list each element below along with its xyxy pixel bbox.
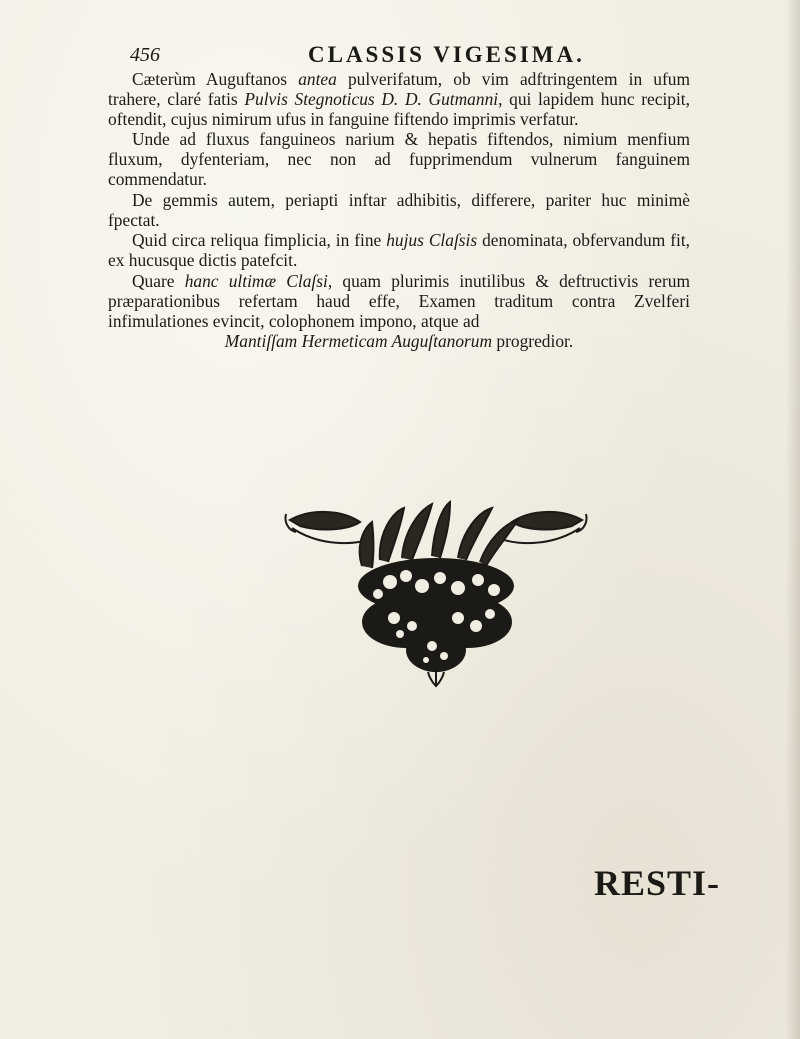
- page-header: [130, 42, 690, 72]
- text-segment: , qui lapidem hunc recipit, oftendit, cujus nimirum ufus in fanguine fiftendo imprimis verfatur.: [108, 88, 690, 129]
- italic-segment: hanc ultimæ Claſsi: [184, 270, 328, 291]
- text-segment: denominata, obfervandum fit, ex hucusque dictis patefcit.: [108, 230, 691, 271]
- text-segment: Quid circa reliqua fimplicia, in fine: [132, 230, 387, 251]
- paragraph: [108, 231, 690, 271]
- text-segment: Quare: [132, 270, 185, 291]
- page-number: 456: [130, 44, 160, 66]
- text-segment: progredior.: [492, 331, 574, 352]
- text-segment: Cæterùm Auguftanos: [132, 69, 299, 89]
- text-segment: pulverifatum, ob vim adftringentem in ufum trahere, claré fatis: [108, 69, 690, 109]
- paragraph: [108, 130, 690, 189]
- page-edge-shadow: [786, 0, 800, 1039]
- italic-segment: Mantiſſam Hermeticam Auguſtanorum: [224, 331, 493, 352]
- fruit-basket-vignette-icon: [282, 500, 590, 688]
- italic-segment: hujus Claſsis: [386, 230, 478, 251]
- paragraph: [108, 191, 690, 231]
- italic-segment: antea: [298, 69, 337, 89]
- paragraph: [108, 272, 690, 331]
- running-title: CLASSIS VIGESIMA.: [308, 42, 585, 67]
- paragraph: [108, 332, 690, 352]
- text-segment: De gemmis autem, periapti inftar adhibitis, differere, pariter huc minimè fpectat.: [108, 189, 690, 230]
- paragraph: [108, 70, 690, 129]
- text-segment: , quam plurimis inutilibus & deftructivis rerum præparationibus refertam haud effe, Examen traditum contra Zvelferi infimulationes evincit, colophonem impono, atque ad: [108, 270, 690, 331]
- text-segment: Unde ad fluxus fanguineos narium & hepatis fiftendos, nimium menfium fluxum, dyfenteriam, nec non ad fupprimendum vulnerum fanguinem commendatur.: [108, 129, 690, 189]
- italic-segment: Pulvis Stegnoticus D. D. Gutmanni: [244, 88, 499, 109]
- body-text: [108, 70, 690, 352]
- catchword: RESTI-: [594, 863, 721, 903]
